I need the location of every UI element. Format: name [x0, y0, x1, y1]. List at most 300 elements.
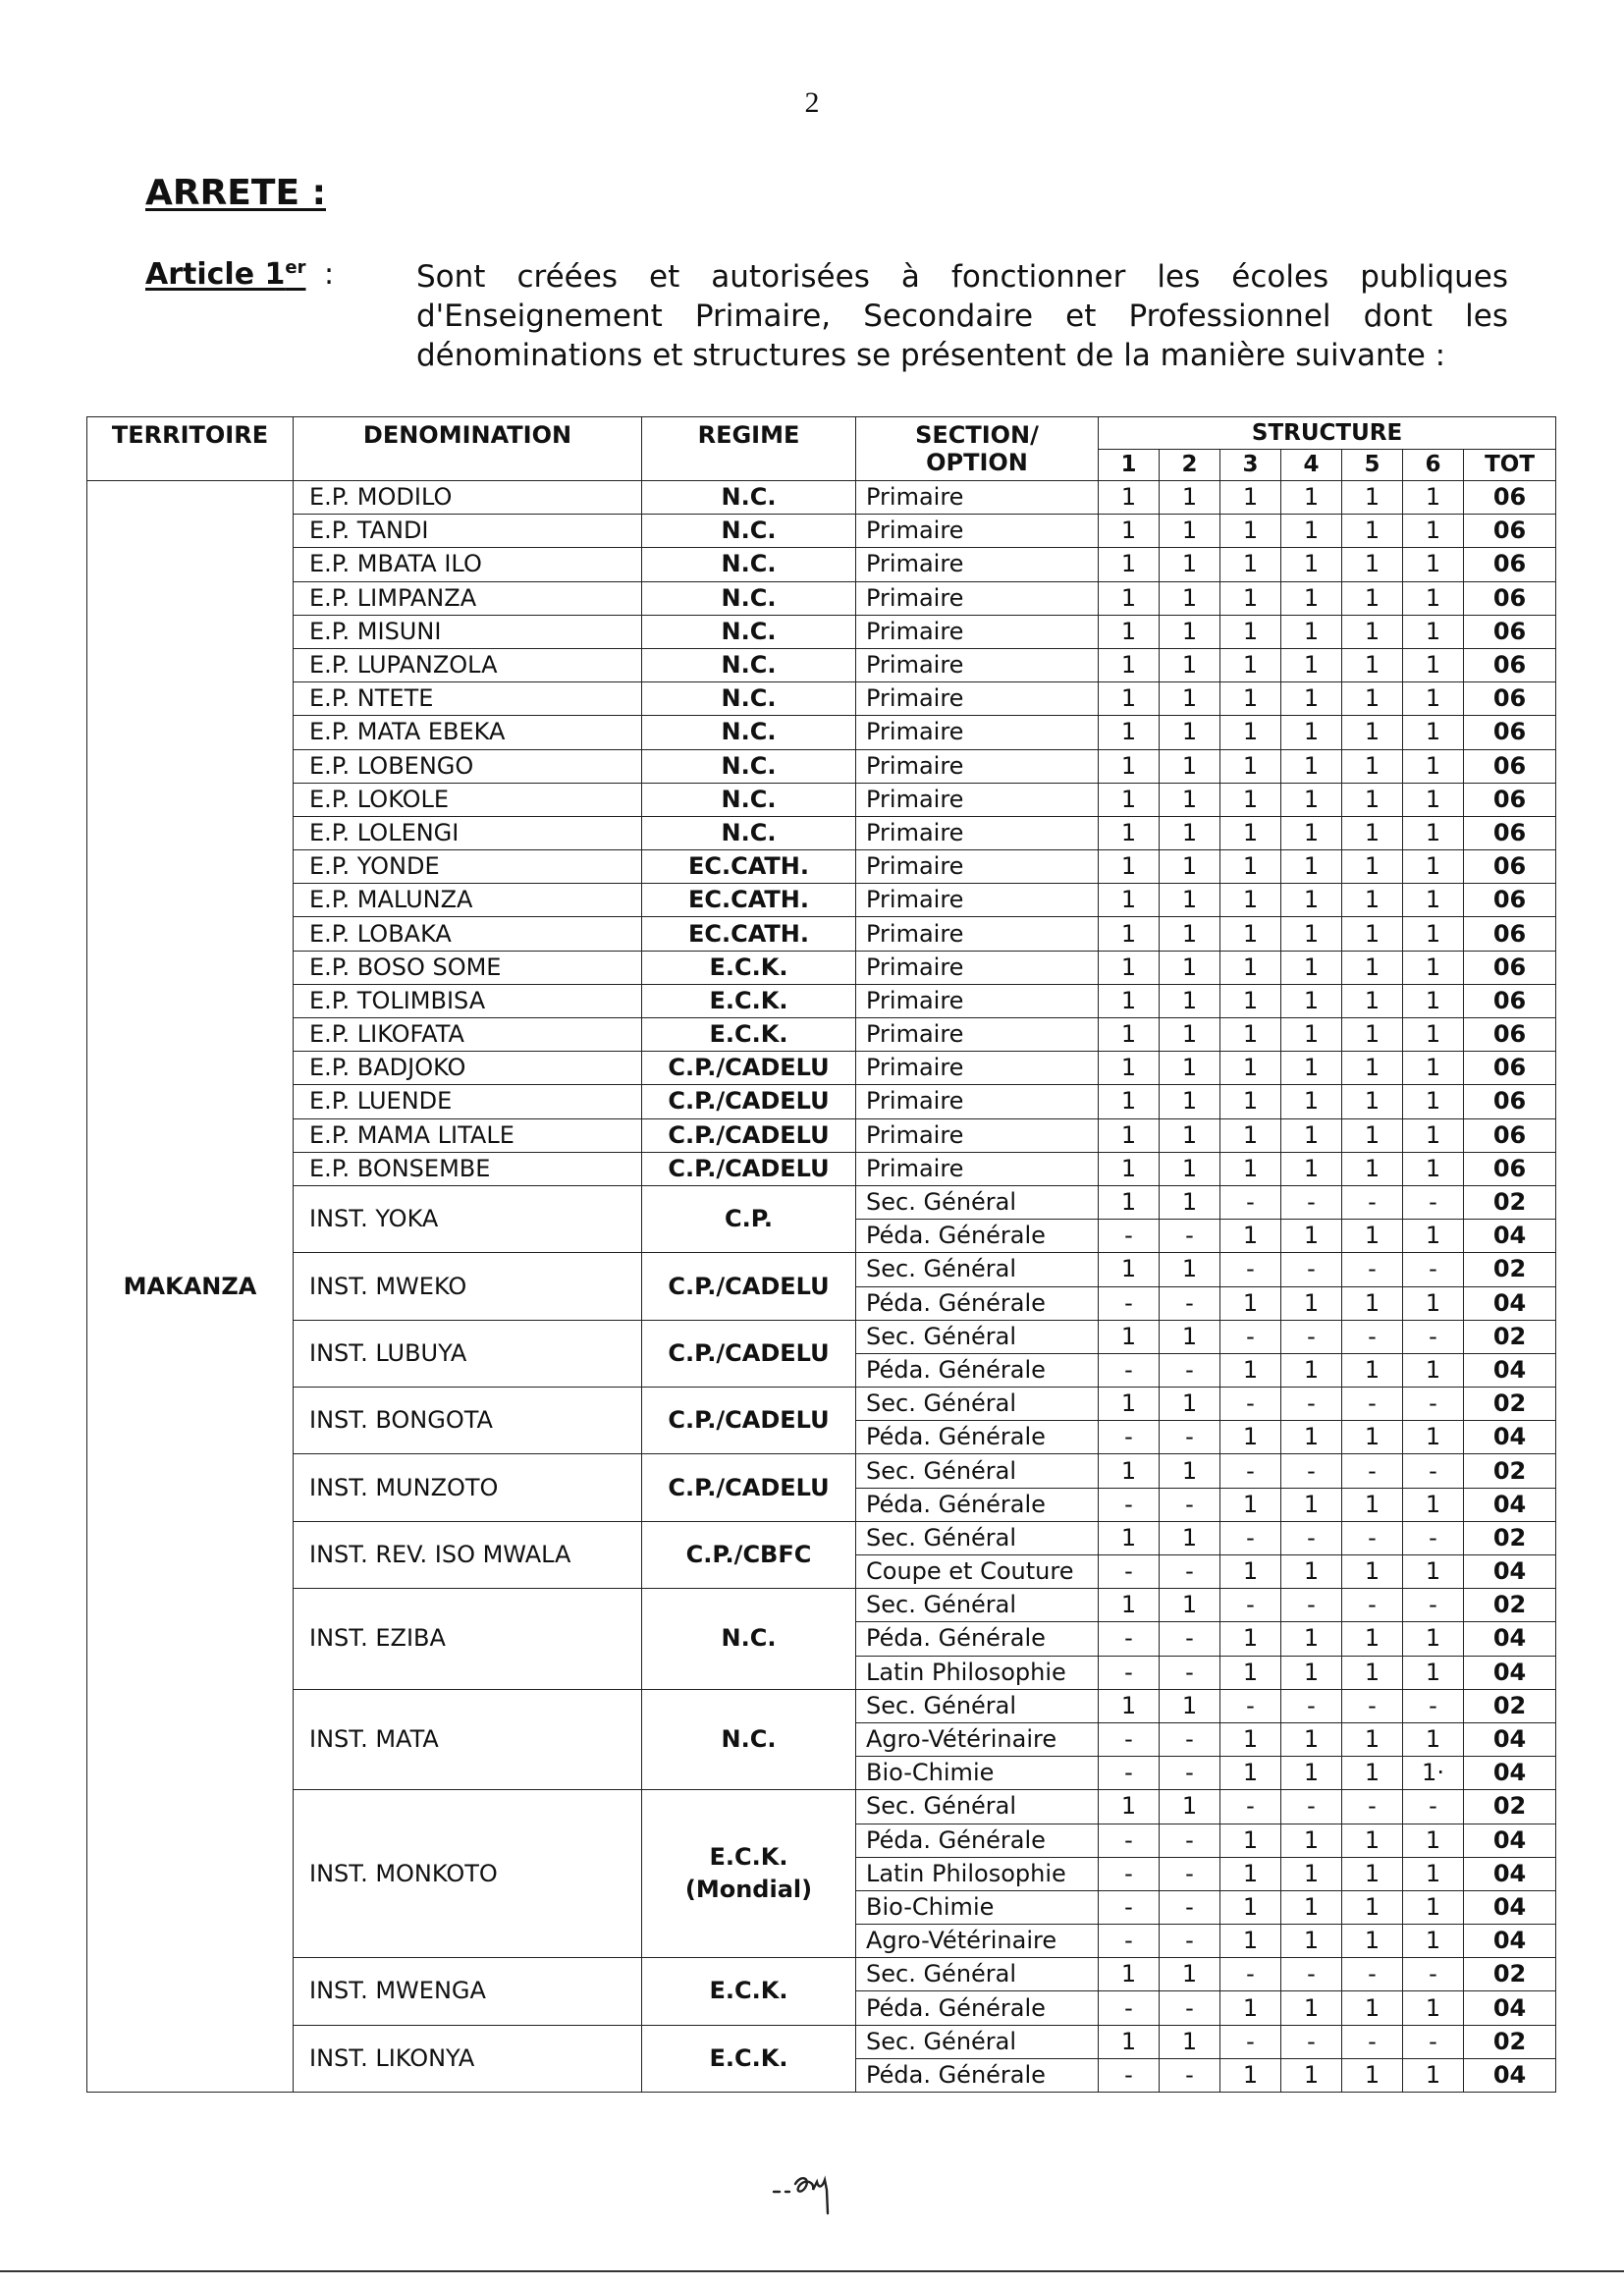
school-name-cell: E.P. MALUNZA	[294, 884, 642, 917]
structure-level-3-cell: 1	[1220, 749, 1281, 783]
structure-level-2-cell: 1	[1160, 816, 1220, 849]
regime-text: N.C.	[721, 617, 777, 645]
structure-level-4-cell: 1	[1281, 816, 1342, 849]
structure-level-3-cell: 1	[1220, 1052, 1281, 1085]
total-cell: 04	[1464, 1555, 1556, 1589]
structure-level-2-cell: -	[1160, 1488, 1220, 1521]
structure-level-1-cell: -	[1099, 1220, 1160, 1253]
structure-level-5-cell: 1	[1342, 783, 1403, 816]
structure-level-5-cell: 1	[1342, 850, 1403, 884]
article-label	[145, 257, 305, 292]
structure-level-1-cell: 1	[1099, 1958, 1160, 1991]
structure-level-5-cell: 1	[1342, 749, 1403, 783]
structure-level-5-cell: 1	[1342, 1890, 1403, 1924]
structure-level-1-cell: 1	[1099, 716, 1160, 749]
structure-level-4-cell: 1	[1281, 1991, 1342, 2025]
total-cell: 06	[1464, 1018, 1556, 1052]
section-cell: Agro-Vétérinaire	[856, 1925, 1099, 1958]
structure-level-1-cell: 1	[1099, 2025, 1160, 2058]
section-cell: Coupe et Couture	[856, 1555, 1099, 1589]
table-row	[87, 615, 1556, 648]
total-cell: 06	[1464, 1085, 1556, 1118]
structure-level-6-cell: 1	[1403, 716, 1464, 749]
table-row	[87, 1185, 1556, 1219]
structure-level-5-cell: -	[1342, 1521, 1403, 1554]
section-cell: Agro-Vétérinaire	[856, 1722, 1099, 1756]
structure-level-4-cell: 1	[1281, 1421, 1342, 1454]
structure-level-5-cell: 1	[1342, 1857, 1403, 1890]
structure-level-3-cell: 1	[1220, 481, 1281, 515]
regime-text: N.C.	[721, 583, 777, 612]
total-cell: 02	[1464, 1521, 1556, 1554]
section-cell: Sec. Général	[856, 1388, 1099, 1421]
regime-cell	[642, 951, 856, 984]
structure-level-3-cell: -	[1220, 1185, 1281, 1219]
structure-level-4-cell: 1	[1281, 548, 1342, 581]
structure-level-4-cell: 1	[1281, 951, 1342, 984]
total-cell: 06	[1464, 749, 1556, 783]
school-name-cell: E.P. LOLENGI	[294, 816, 642, 849]
table-row	[87, 1388, 1556, 1421]
schools-table	[86, 416, 1556, 2093]
article-label-superscript: er	[285, 257, 306, 278]
structure-level-2-cell: -	[1160, 1757, 1220, 1790]
regime-cell	[642, 1085, 856, 1118]
structure-level-3-cell: 1	[1220, 1925, 1281, 1958]
structure-level-5-cell: -	[1342, 1185, 1403, 1219]
structure-level-5-cell: 1	[1342, 1757, 1403, 1790]
structure-level-6-cell: 1	[1403, 515, 1464, 548]
structure-level-1-cell: 1	[1099, 515, 1160, 548]
section-cell: Péda. Générale	[856, 2058, 1099, 2092]
structure-level-6-cell: 1	[1403, 1488, 1464, 1521]
structure-level-3-cell: 1	[1220, 1722, 1281, 1756]
total-cell: 04	[1464, 1286, 1556, 1320]
structure-level-2-cell: 1	[1160, 1689, 1220, 1722]
structure-level-4-cell: -	[1281, 1958, 1342, 1991]
structure-level-2-cell: -	[1160, 1220, 1220, 1253]
structure-level-5-cell: 1	[1342, 481, 1403, 515]
header-section	[856, 417, 1099, 481]
structure-level-2-cell: -	[1160, 1824, 1220, 1857]
structure-level-3-cell: -	[1220, 1689, 1281, 1722]
structure-level-2-cell: 1	[1160, 515, 1220, 548]
structure-level-6-cell: 1	[1403, 1018, 1464, 1052]
table-row	[87, 917, 1556, 951]
school-name-cell: INST. MUNZOTO	[294, 1454, 642, 1521]
total-cell: 06	[1464, 481, 1556, 515]
structure-level-2-cell: -	[1160, 1286, 1220, 1320]
structure-level-3-cell: 1	[1220, 1622, 1281, 1656]
total-cell: 04	[1464, 1857, 1556, 1890]
total-cell: 06	[1464, 884, 1556, 917]
structure-level-2-cell: 1	[1160, 917, 1220, 951]
structure-level-6-cell: -	[1403, 1790, 1464, 1824]
section-cell: Sec. Général	[856, 1589, 1099, 1622]
total-cell: 04	[1464, 1757, 1556, 1790]
structure-level-1-cell: 1	[1099, 548, 1160, 581]
structure-level-2-cell: 1	[1160, 1589, 1220, 1622]
structure-level-4-cell: 1	[1281, 783, 1342, 816]
structure-level-2-cell: 1	[1160, 481, 1220, 515]
structure-level-6-cell: 1	[1403, 1555, 1464, 1589]
structure-level-2-cell: 1	[1160, 581, 1220, 615]
structure-level-6-cell: 1	[1403, 615, 1464, 648]
structure-level-4-cell: 1	[1281, 1118, 1342, 1152]
structure-level-5-cell: -	[1342, 1958, 1403, 1991]
structure-level-5-cell: 1	[1342, 984, 1403, 1017]
structure-level-5-cell: 1	[1342, 1991, 1403, 2025]
structure-level-6-cell: 1	[1403, 682, 1464, 716]
school-name-cell: E.P. YONDE	[294, 850, 642, 884]
structure-level-6-cell: -	[1403, 1320, 1464, 1353]
school-name-cell: E.P. TOLIMBISA	[294, 984, 642, 1017]
structure-level-1-cell: -	[1099, 2058, 1160, 2092]
structure-level-5-cell: 1	[1342, 1824, 1403, 1857]
school-name-cell: E.P. MATA EBEKA	[294, 716, 642, 749]
section-cell: Primaire	[856, 951, 1099, 984]
structure-level-6-cell: 1	[1403, 984, 1464, 1017]
regime-text: N.C.	[721, 1725, 777, 1754]
structure-level-4-cell: 1	[1281, 1555, 1342, 1589]
total-cell: 06	[1464, 816, 1556, 849]
regime-cell	[642, 917, 856, 951]
structure-level-4-cell: 1	[1281, 984, 1342, 1017]
school-name-cell: INST. MWENGA	[294, 1958, 642, 2025]
total-cell: 04	[1464, 1353, 1556, 1387]
regime-text: N.C.	[721, 718, 777, 746]
structure-level-3-cell: 1	[1220, 1857, 1281, 1890]
school-name-cell: E.P. BADJOKO	[294, 1052, 642, 1085]
table-row	[87, 1521, 1556, 1554]
structure-level-1-cell: -	[1099, 1622, 1160, 1656]
structure-level-3-cell: 1	[1220, 951, 1281, 984]
school-name-cell: E.P. LOBAKA	[294, 917, 642, 951]
structure-level-6-cell: 1	[1403, 951, 1464, 984]
school-name-cell: E.P. LIKOFATA	[294, 1018, 642, 1052]
structure-level-3-cell: 1	[1220, 1286, 1281, 1320]
structure-level-1-cell: 1	[1099, 1589, 1160, 1622]
structure-level-2-cell: 1	[1160, 850, 1220, 884]
structure-level-3-cell: 1	[1220, 884, 1281, 917]
regime-text: N.C.	[721, 550, 777, 578]
structure-level-6-cell: 1	[1403, 1118, 1464, 1152]
structure-level-4-cell: 1	[1281, 481, 1342, 515]
header-territoire: TERRITOIRE	[87, 417, 294, 481]
section-cell: Latin Philosophie	[856, 1857, 1099, 1890]
regime-text: EC.CATH.	[687, 852, 810, 881]
structure-level-1-cell: 1	[1099, 1018, 1160, 1052]
structure-level-5-cell: -	[1342, 2025, 1403, 2058]
structure-level-2-cell: 1	[1160, 884, 1220, 917]
structure-level-4-cell: -	[1281, 1388, 1342, 1421]
section-cell: Péda. Générale	[856, 1991, 1099, 2025]
structure-level-5-cell: 1	[1342, 1656, 1403, 1689]
structure-level-4-cell: -	[1281, 1185, 1342, 1219]
structure-level-1-cell: -	[1099, 1757, 1160, 1790]
section-cell: Sec. Général	[856, 1689, 1099, 1722]
regime-cell	[642, 2025, 856, 2092]
page-number: 2	[804, 86, 820, 119]
paraph-signature-icon	[766, 2156, 864, 2215]
total-cell: 04	[1464, 1722, 1556, 1756]
structure-level-2-cell: -	[1160, 1890, 1220, 1924]
structure-level-6-cell: -	[1403, 1388, 1464, 1421]
header-section-line2: OPTION	[926, 449, 1028, 476]
structure-level-4-cell: 1	[1281, 1018, 1342, 1052]
structure-level-6-cell: -	[1403, 1958, 1464, 1991]
structure-level-3-cell: 1	[1220, 682, 1281, 716]
total-cell: 04	[1464, 2058, 1556, 2092]
section-cell: Péda. Générale	[856, 1421, 1099, 1454]
structure-level-2-cell: -	[1160, 1991, 1220, 2025]
structure-level-4-cell: 1	[1281, 615, 1342, 648]
structure-level-4-cell: 1	[1281, 716, 1342, 749]
structure-level-1-cell: 1	[1099, 581, 1160, 615]
structure-level-5-cell: 1	[1342, 1925, 1403, 1958]
total-cell: 06	[1464, 515, 1556, 548]
total-cell: 02	[1464, 1958, 1556, 1991]
table-row	[87, 1454, 1556, 1488]
table-row	[87, 548, 1556, 581]
structure-level-6-cell: 1	[1403, 884, 1464, 917]
structure-level-1-cell: -	[1099, 1722, 1160, 1756]
structure-level-6-cell: 1	[1403, 749, 1464, 783]
structure-level-3-cell: -	[1220, 1790, 1281, 1824]
structure-level-4-cell: 1	[1281, 1286, 1342, 1320]
structure-level-3-cell: 1	[1220, 984, 1281, 1017]
structure-level-6-cell: 1	[1403, 1857, 1464, 1890]
structure-level-5-cell: 1	[1342, 1118, 1403, 1152]
total-cell: 04	[1464, 1925, 1556, 1958]
structure-level-2-cell: 1	[1160, 1388, 1220, 1421]
section-cell: Sec. Général	[856, 1521, 1099, 1554]
structure-level-1-cell: 1	[1099, 615, 1160, 648]
structure-level-2-cell: -	[1160, 1622, 1220, 1656]
structure-level-6-cell: 1	[1403, 1925, 1464, 1958]
structure-level-1-cell: 1	[1099, 1388, 1160, 1421]
regime-cell	[642, 884, 856, 917]
structure-level-6-cell: 1	[1403, 648, 1464, 681]
structure-level-5-cell: 1	[1342, 682, 1403, 716]
school-name-cell: INST. MWEKO	[294, 1253, 642, 1320]
structure-level-5-cell: 1	[1342, 816, 1403, 849]
section-cell: Sec. Général	[856, 1454, 1099, 1488]
table-row	[87, 1958, 1556, 1991]
structure-level-4-cell: 1	[1281, 581, 1342, 615]
total-cell: 06	[1464, 548, 1556, 581]
structure-level-1-cell: -	[1099, 1824, 1160, 1857]
section-cell: Primaire	[856, 850, 1099, 884]
header-section-line1: SECTION/	[915, 421, 1039, 449]
structure-level-2-cell: -	[1160, 1555, 1220, 1589]
structure-level-4-cell: 1	[1281, 1857, 1342, 1890]
header-level-4: 4	[1281, 449, 1342, 481]
regime-text: N.C.	[721, 483, 777, 512]
structure-level-2-cell: 1	[1160, 749, 1220, 783]
structure-level-3-cell: 1	[1220, 1890, 1281, 1924]
section-cell: Péda. Générale	[856, 1824, 1099, 1857]
structure-level-1-cell: 1	[1099, 1790, 1160, 1824]
structure-level-5-cell: 1	[1342, 1085, 1403, 1118]
regime-cell	[642, 682, 856, 716]
structure-level-5-cell: 1	[1342, 648, 1403, 681]
structure-level-2-cell: 1	[1160, 1018, 1220, 1052]
school-name-cell: E.P. LUENDE	[294, 1085, 642, 1118]
total-cell: 04	[1464, 1991, 1556, 2025]
regime-text: C.P./CADELU	[668, 1054, 830, 1082]
total-cell: 06	[1464, 951, 1556, 984]
section-cell: Primaire	[856, 917, 1099, 951]
structure-level-1-cell: 1	[1099, 917, 1160, 951]
structure-level-2-cell: 1	[1160, 783, 1220, 816]
structure-level-2-cell: 1	[1160, 548, 1220, 581]
structure-level-1-cell: -	[1099, 1991, 1160, 2025]
total-cell: 04	[1464, 1220, 1556, 1253]
structure-level-1-cell: 1	[1099, 850, 1160, 884]
structure-level-5-cell: 1	[1342, 1622, 1403, 1656]
regime-cell	[642, 1790, 856, 1958]
structure-level-1-cell: 1	[1099, 1118, 1160, 1152]
total-cell: 06	[1464, 615, 1556, 648]
school-name-cell: INST. MATA	[294, 1689, 642, 1790]
structure-level-1-cell: -	[1099, 1353, 1160, 1387]
structure-level-4-cell: 1	[1281, 850, 1342, 884]
regime-cell	[642, 816, 856, 849]
table-row	[87, 951, 1556, 984]
structure-level-6-cell: 1	[1403, 1622, 1464, 1656]
section-cell: Bio-Chimie	[856, 1757, 1099, 1790]
regime-cell	[642, 548, 856, 581]
structure-level-6-cell: -	[1403, 2025, 1464, 2058]
regime-cell	[642, 1253, 856, 1320]
section-cell: Primaire	[856, 1052, 1099, 1085]
structure-level-5-cell: -	[1342, 1689, 1403, 1722]
structure-level-5-cell: 1	[1342, 1555, 1403, 1589]
structure-level-5-cell: 1	[1342, 1018, 1403, 1052]
structure-level-4-cell: 1	[1281, 1488, 1342, 1521]
structure-level-2-cell: 1	[1160, 1152, 1220, 1185]
structure-level-6-cell: 1	[1403, 1085, 1464, 1118]
structure-level-2-cell: -	[1160, 2058, 1220, 2092]
structure-level-2-cell: 1	[1160, 1958, 1220, 1991]
structure-level-2-cell: 1	[1160, 2025, 1220, 2058]
structure-level-4-cell: 1	[1281, 1353, 1342, 1387]
structure-level-5-cell: 1	[1342, 917, 1403, 951]
structure-level-2-cell: 1	[1160, 716, 1220, 749]
structure-level-5-cell: 1	[1342, 515, 1403, 548]
structure-level-2-cell: 1	[1160, 984, 1220, 1017]
structure-level-1-cell: 1	[1099, 1185, 1160, 1219]
structure-level-1-cell: 1	[1099, 1052, 1160, 1085]
regime-text: C.P./CADELU	[668, 1473, 830, 1501]
total-cell: 06	[1464, 581, 1556, 615]
structure-level-4-cell: 1	[1281, 1722, 1342, 1756]
school-name-cell: E.P. LOBENGO	[294, 749, 642, 783]
structure-level-6-cell: 1	[1403, 1890, 1464, 1924]
structure-level-6-cell: 1	[1403, 1353, 1464, 1387]
total-cell: 06	[1464, 648, 1556, 681]
regime-text: N.C.	[721, 517, 777, 545]
total-cell: 04	[1464, 1890, 1556, 1924]
regime-text: C.P./CADELU	[668, 1087, 830, 1116]
table-row	[87, 682, 1556, 716]
structure-level-2-cell: 1	[1160, 682, 1220, 716]
total-cell: 04	[1464, 1656, 1556, 1689]
structure-level-4-cell: 1	[1281, 1890, 1342, 1924]
regime-cell	[642, 716, 856, 749]
regime-cell	[642, 515, 856, 548]
structure-level-5-cell: 1	[1342, 1421, 1403, 1454]
structure-level-1-cell: -	[1099, 1555, 1160, 1589]
structure-level-6-cell: 1	[1403, 1286, 1464, 1320]
structure-level-3-cell: 1	[1220, 1555, 1281, 1589]
regime-cell	[642, 850, 856, 884]
regime-cell	[642, 984, 856, 1017]
regime-text: N.C.	[721, 818, 777, 846]
section-cell: Primaire	[856, 682, 1099, 716]
regime-cell	[642, 1388, 856, 1454]
structure-level-6-cell: 1·	[1403, 1757, 1464, 1790]
regime-cell	[642, 648, 856, 681]
structure-level-3-cell: 1	[1220, 1220, 1281, 1253]
structure-level-3-cell: -	[1220, 1958, 1281, 1991]
school-name-cell: E.P. BONSEMBE	[294, 1152, 642, 1185]
section-cell: Péda. Générale	[856, 1353, 1099, 1387]
structure-level-1-cell: 1	[1099, 951, 1160, 984]
total-cell: 04	[1464, 1421, 1556, 1454]
structure-level-6-cell: 1	[1403, 1152, 1464, 1185]
section-cell: Primaire	[856, 783, 1099, 816]
structure-level-3-cell: 1	[1220, 1488, 1281, 1521]
regime-text: C.P./CADELU	[668, 1338, 830, 1367]
bottom-rule	[0, 2270, 1624, 2272]
structure-level-4-cell: -	[1281, 1320, 1342, 1353]
regime-text: N.C.	[721, 651, 777, 680]
structure-level-2-cell: 1	[1160, 1052, 1220, 1085]
structure-level-1-cell: 1	[1099, 648, 1160, 681]
structure-level-2-cell: 1	[1160, 1185, 1220, 1219]
section-cell: Sec. Général	[856, 1185, 1099, 1219]
regime-text: C.P./CBFC	[685, 1541, 812, 1568]
school-name-cell: E.P. TANDI	[294, 515, 642, 548]
structure-level-3-cell: 1	[1220, 1656, 1281, 1689]
structure-level-4-cell: -	[1281, 1521, 1342, 1554]
total-cell: 06	[1464, 1118, 1556, 1152]
regime-text: N.C.	[721, 785, 777, 813]
structure-level-3-cell: 1	[1220, 783, 1281, 816]
section-cell: Primaire	[856, 716, 1099, 749]
table-row	[87, 1052, 1556, 1085]
structure-level-5-cell: 1	[1342, 2058, 1403, 2092]
structure-level-3-cell: -	[1220, 1454, 1281, 1488]
table-row	[87, 984, 1556, 1017]
regime-text: N.C.	[721, 751, 777, 780]
school-name-cell: E.P. LUPANZOLA	[294, 648, 642, 681]
table-row	[87, 1589, 1556, 1622]
structure-level-1-cell: 1	[1099, 1085, 1160, 1118]
total-cell: 02	[1464, 1790, 1556, 1824]
structure-level-3-cell: 1	[1220, 2058, 1281, 2092]
section-cell: Primaire	[856, 515, 1099, 548]
structure-level-4-cell: 1	[1281, 1925, 1342, 1958]
table-row	[87, 1018, 1556, 1052]
structure-level-6-cell: 1	[1403, 1421, 1464, 1454]
structure-level-4-cell: -	[1281, 1589, 1342, 1622]
structure-level-5-cell: -	[1342, 1388, 1403, 1421]
total-cell: 06	[1464, 1052, 1556, 1085]
header-denomination: DENOMINATION	[294, 417, 642, 481]
